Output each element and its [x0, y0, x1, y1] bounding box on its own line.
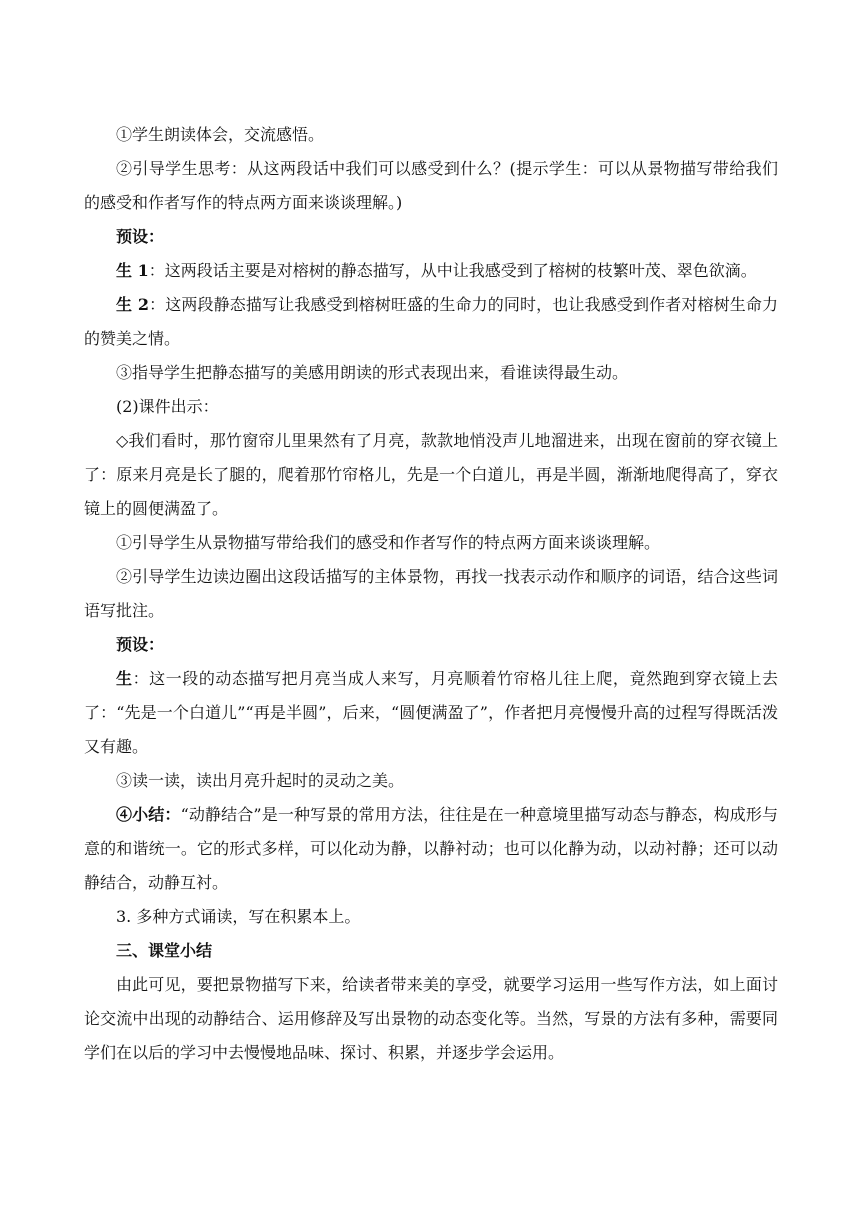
- paragraph-17-text: 由此可见，要把景物描写下来，给读者带来美的享受，就要学习运用一些写作方法，如上面讨论交流中出现的动静结合、运用修辞及写出景物的动态变化等。当然，写景的方法有多种，需要同学们在以后的学习中去慢慢地品味、探讨、积累，并逐步学会运用。: [84, 975, 778, 1062]
- section-heading-text: 三、课堂小结: [116, 941, 213, 960]
- paragraph-17: [84, 968, 778, 1070]
- paragraph-5: [84, 288, 778, 356]
- paragraph-13-text: ③读一读，读出月亮升起时的灵动之美。: [116, 771, 405, 790]
- paragraph-15-text: 3. 多种方式诵读，写在积累本上。: [116, 907, 361, 926]
- paragraph-10: [84, 560, 778, 628]
- paragraph-10-text: ②引导学生边读边圈出这段话描写的主体景物，再找一找表示动作和顺序的词语，结合这些词语写批注。: [84, 567, 778, 620]
- paragraph-9: [84, 526, 778, 560]
- summary-label: ④小结：: [116, 805, 181, 824]
- student-2-label: 生 2: [116, 295, 149, 314]
- paragraph-4-text: ：这两段话主要是对榕树的静态描写，从中让我感受到了榕树的枝繁叶茂、翠色欲滴。: [148, 261, 757, 280]
- preset-label-1: 预设：: [116, 227, 165, 246]
- paragraph-2-text: ②引导学生思考：从这两段话中我们可以感受到什么？(提示学生：可以从景物描写带给我们的感受和作者写作的特点两方面来谈谈理解。): [84, 159, 778, 212]
- document-body: [84, 118, 778, 1070]
- paragraph-7-text: (2)课件出示：: [116, 397, 219, 416]
- paragraph-4: [84, 254, 778, 288]
- paragraph-15: [84, 900, 778, 934]
- paragraph-1: [84, 118, 778, 152]
- paragraph-6-text: ③指导学生把静态描写的美感用朗读的形式表现出来，看谁读得最生动。: [116, 363, 629, 382]
- paragraph-5-text: ：这两段静态描写让我感受到榕树旺盛的生命力的同时，也让我感受到作者对榕树生命力的赞美之情。: [84, 295, 778, 348]
- paragraph-9-text: ①引导学生从景物描写带给我们的感受和作者写作的特点两方面来谈谈理解。: [116, 533, 661, 552]
- student-label: 生: [116, 669, 133, 688]
- paragraph-14: [84, 798, 778, 900]
- section-heading: [84, 934, 778, 968]
- paragraph-8-text: ◇我们看时，那竹窗帘儿里果然有了月亮，款款地悄没声儿地溜进来，出现在窗前的穿衣镜上了：原来月亮是长了腿的，爬着那竹帘格儿，先是一个白道儿，再是半圆，渐渐地爬得高了，穿衣镜上的圆便满盈了。: [84, 431, 778, 518]
- paragraph-1-text: ①学生朗读体会，交流感悟。: [116, 125, 325, 144]
- paragraph-12-text: ：这一段的动态描写把月亮当成人来写，月亮顺着竹帘格儿往上爬，竟然跑到穿衣镜上去了：“先是一个白道儿”“再是半圆”，后来，“圆便满盈了”，作者把月亮慢慢升高的过程写得既活泼又有趣。: [84, 669, 778, 756]
- paragraph-7: [84, 390, 778, 424]
- paragraph-8: [84, 424, 778, 526]
- paragraph-6: [84, 356, 778, 390]
- paragraph-11: [84, 628, 778, 662]
- paragraph-3: [84, 220, 778, 254]
- preset-label-2: 预设：: [116, 635, 165, 654]
- paragraph-12: [84, 662, 778, 764]
- student-1-label: 生 1: [116, 261, 149, 280]
- paragraph-13: [84, 764, 778, 798]
- paragraph-14-text: “动静结合”是一种写景的常用方法，往往是在一种意境里描写动态与静态，构成形与意的和谐统一。它的形式多样，可以化动为静，以静衬动；也可以化静为动，以动衬静；还可以动静结合，动静互衬。: [84, 805, 778, 892]
- paragraph-2: [84, 152, 778, 220]
